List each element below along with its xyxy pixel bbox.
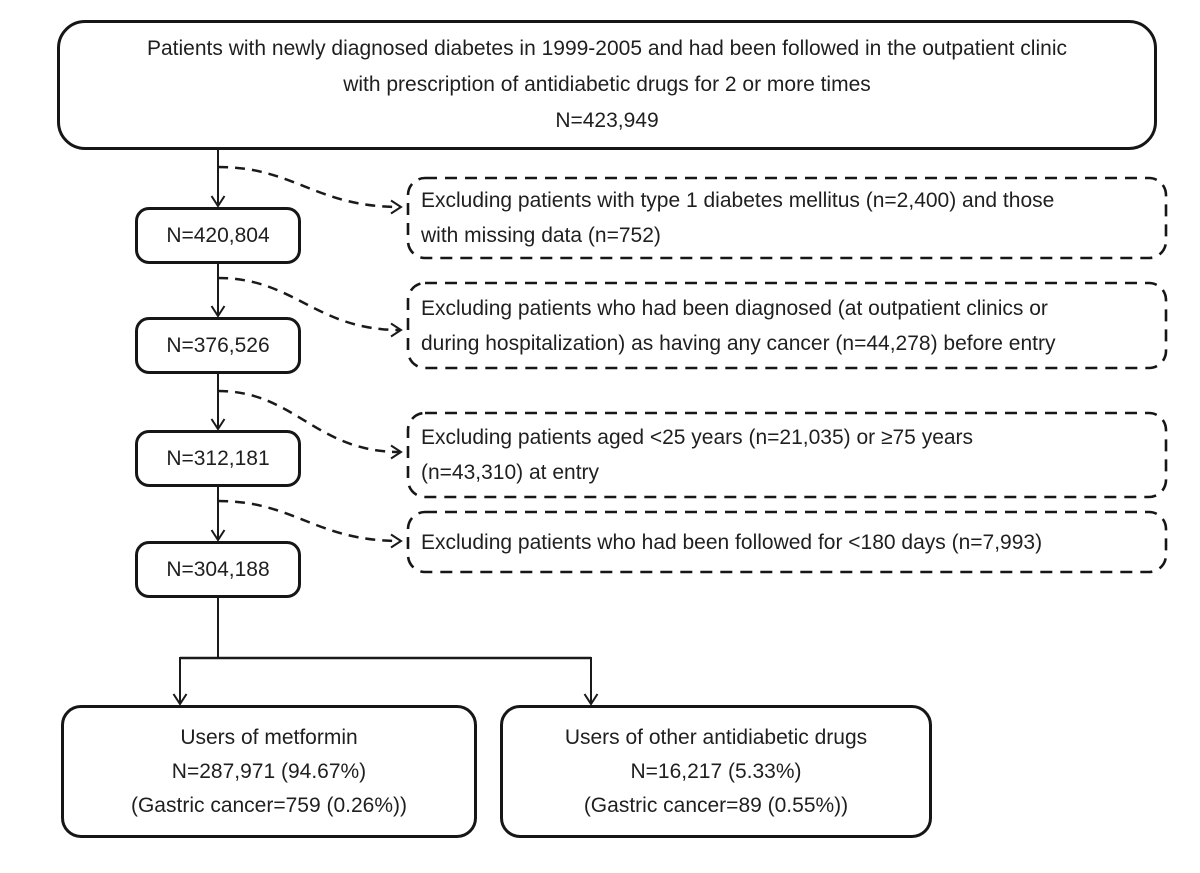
metformin-users-line-2: N=287,971 (94.67%) bbox=[171, 759, 367, 783]
metformin-users-line-3: (Gastric cancer=759 (0.26%)) bbox=[130, 793, 408, 817]
cohort-box-4 bbox=[135, 541, 301, 598]
arrow-to-exclusion-1 bbox=[218, 167, 400, 207]
arrow-to-exclusion-4 bbox=[218, 501, 400, 541]
initial-cohort-line-2: with prescription of antidiabetic drugs for 2 or more times bbox=[343, 73, 871, 96]
other-drugs-users-line-1: Users of other antidiabetic drugs bbox=[564, 725, 868, 749]
exclusion-box-3 bbox=[408, 413, 1166, 497]
cohort-box-2 bbox=[135, 317, 301, 374]
cohort-count-label-4: N=304,188 bbox=[166, 557, 270, 581]
exclusion-1-line-1: Excluding patients with type 1 diabetes mellitus (n=2,400) and those bbox=[421, 189, 1055, 212]
cohort-count-label-1: N=420,804 bbox=[166, 223, 270, 247]
exclusion-box-1 bbox=[408, 178, 1166, 258]
cohort-count-label-3: N=312,181 bbox=[166, 446, 270, 470]
exclusion-2-line-1: Excluding patients who had been diagnosed (at outpatient clinics or bbox=[421, 296, 1048, 320]
cohort-box-1 bbox=[135, 207, 301, 264]
exclusion-1-line-2: with missing data (n=752) bbox=[421, 224, 661, 247]
metformin-users-line-1: Users of metformin bbox=[180, 725, 358, 749]
other-drugs-users-line-2: N=16,217 (5.33%) bbox=[630, 759, 802, 783]
cohort-count-label-2: N=376,526 bbox=[166, 333, 270, 357]
other-drugs-users-line-3: (Gastric cancer=89 (0.55%)) bbox=[583, 793, 849, 817]
initial-cohort-line-3: N=423,949 bbox=[555, 109, 659, 132]
exclusion-4-line-1: Excluding patients who had been followed for <180 days (n=7,993) bbox=[421, 530, 1043, 554]
exclusion-box-2 bbox=[408, 283, 1166, 368]
exclusion-2-line-2: during hospitalization) as having any cancer (n=44,278) before entry bbox=[421, 331, 1056, 355]
metformin-users-box bbox=[61, 705, 477, 838]
initial-cohort-box bbox=[57, 20, 1157, 150]
exclusion-3-line-1: Excluding patients aged <25 years (n=21,035) or ≥75 years bbox=[421, 426, 974, 449]
other-drugs-users-box bbox=[500, 705, 932, 838]
exclusion-box-4 bbox=[408, 512, 1166, 572]
cohort-box-3 bbox=[135, 430, 301, 487]
exclusion-3-line-2: (n=43,310) at entry bbox=[421, 461, 600, 484]
initial-cohort-line-1: Patients with newly diagnosed diabetes in 1999-2005 and had been followed in the outpatient clinic bbox=[147, 37, 1067, 60]
